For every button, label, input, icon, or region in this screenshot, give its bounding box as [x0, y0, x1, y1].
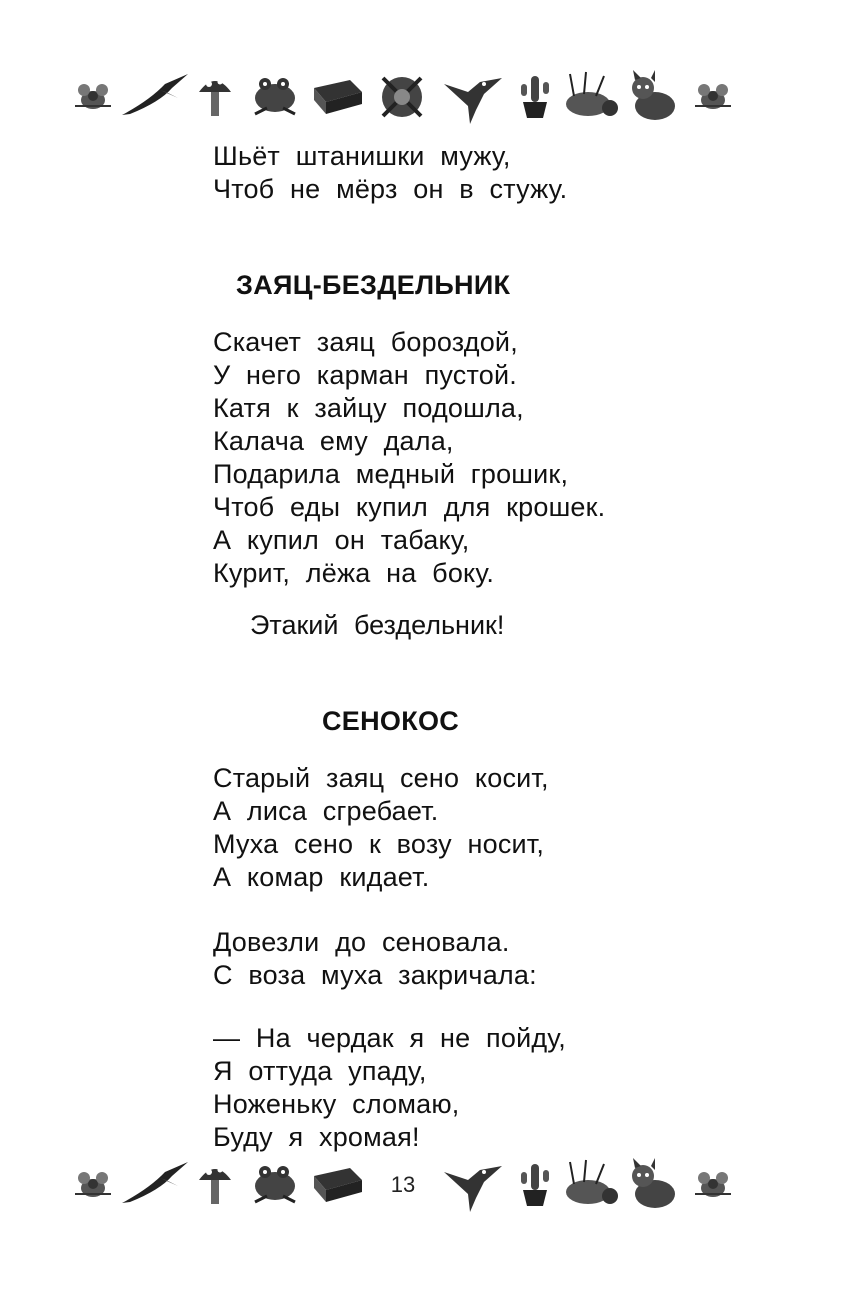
crest-icon — [375, 70, 430, 125]
verse-line: Довезли до сеновала. — [213, 927, 510, 957]
poem2-stanza-1 — [213, 762, 549, 894]
verse-line: Буду я хромая! — [213, 1122, 420, 1152]
poem-title-zayats-bezdelnik: ЗАЯЦ-БЕЗДЕЛЬНИК — [236, 270, 511, 300]
cactus-icon — [515, 1158, 555, 1208]
frog-icon — [245, 1158, 305, 1208]
book-icon — [310, 70, 365, 120]
poem2-stanza-3 — [213, 1022, 566, 1154]
top-ornament-band — [70, 70, 770, 130]
verse-line: Чтоб не мёрз он в стужу. — [213, 174, 568, 204]
verse-line: Чтоб еды купил для крошек. — [213, 492, 606, 522]
pincushion-icon — [560, 1158, 620, 1208]
bird-icon — [440, 70, 505, 125]
verse-line: А комар кидает. — [213, 862, 430, 892]
mouse-icon — [690, 1158, 736, 1208]
verse-line: А лиса сгребает. — [213, 796, 439, 826]
mouse-icon — [70, 1158, 116, 1208]
frog-icon — [245, 70, 305, 120]
verse-line: Ноженьку сломаю, — [213, 1089, 460, 1119]
poem2-stanza-2 — [213, 926, 537, 992]
verse-line: Калача ему дала, — [213, 426, 454, 456]
cat-icon — [625, 1158, 680, 1213]
poem1-closing-line: Этакий бездельник! — [250, 610, 505, 640]
verse-line: — На чердак я не пойду, — [213, 1023, 567, 1053]
poem-title-senokos: СЕНОКОС — [322, 706, 460, 736]
bird-icon — [440, 1158, 505, 1213]
verse-line: Подарила медный грошик, — [213, 459, 569, 489]
page-number: 13 — [390, 1172, 416, 1197]
cactus-icon — [515, 70, 555, 120]
verse-line: Катя к зайцу подошла, — [213, 393, 524, 423]
pincushion-icon — [560, 70, 620, 120]
verse-line: А купил он табаку, — [213, 525, 470, 555]
verse-line: Я оттуда упаду, — [213, 1056, 427, 1086]
mouse-icon — [690, 70, 736, 120]
mushroom-icon — [195, 1158, 235, 1208]
poem1-verse — [213, 326, 605, 590]
verse-line: Старый заяц сено косит, — [213, 763, 549, 793]
swallow-icon — [120, 1158, 190, 1208]
verse-line: С воза муха закричала: — [213, 960, 537, 990]
mouse-icon — [70, 70, 116, 120]
mushroom-icon — [195, 70, 235, 120]
verse-line: Муха сено к возу носит, — [213, 829, 545, 859]
swallow-icon — [120, 70, 190, 120]
continuation-verse — [213, 140, 567, 206]
verse-line: Скачет заяц бороздой, — [213, 327, 518, 357]
verse-line: Курит, лёжа на боку. — [213, 558, 495, 588]
book-icon — [310, 1158, 365, 1208]
verse-line: У него карман пустой. — [213, 360, 517, 390]
cat-icon — [625, 70, 680, 125]
verse-line: Шьёт штанишки мужу, — [213, 141, 511, 171]
